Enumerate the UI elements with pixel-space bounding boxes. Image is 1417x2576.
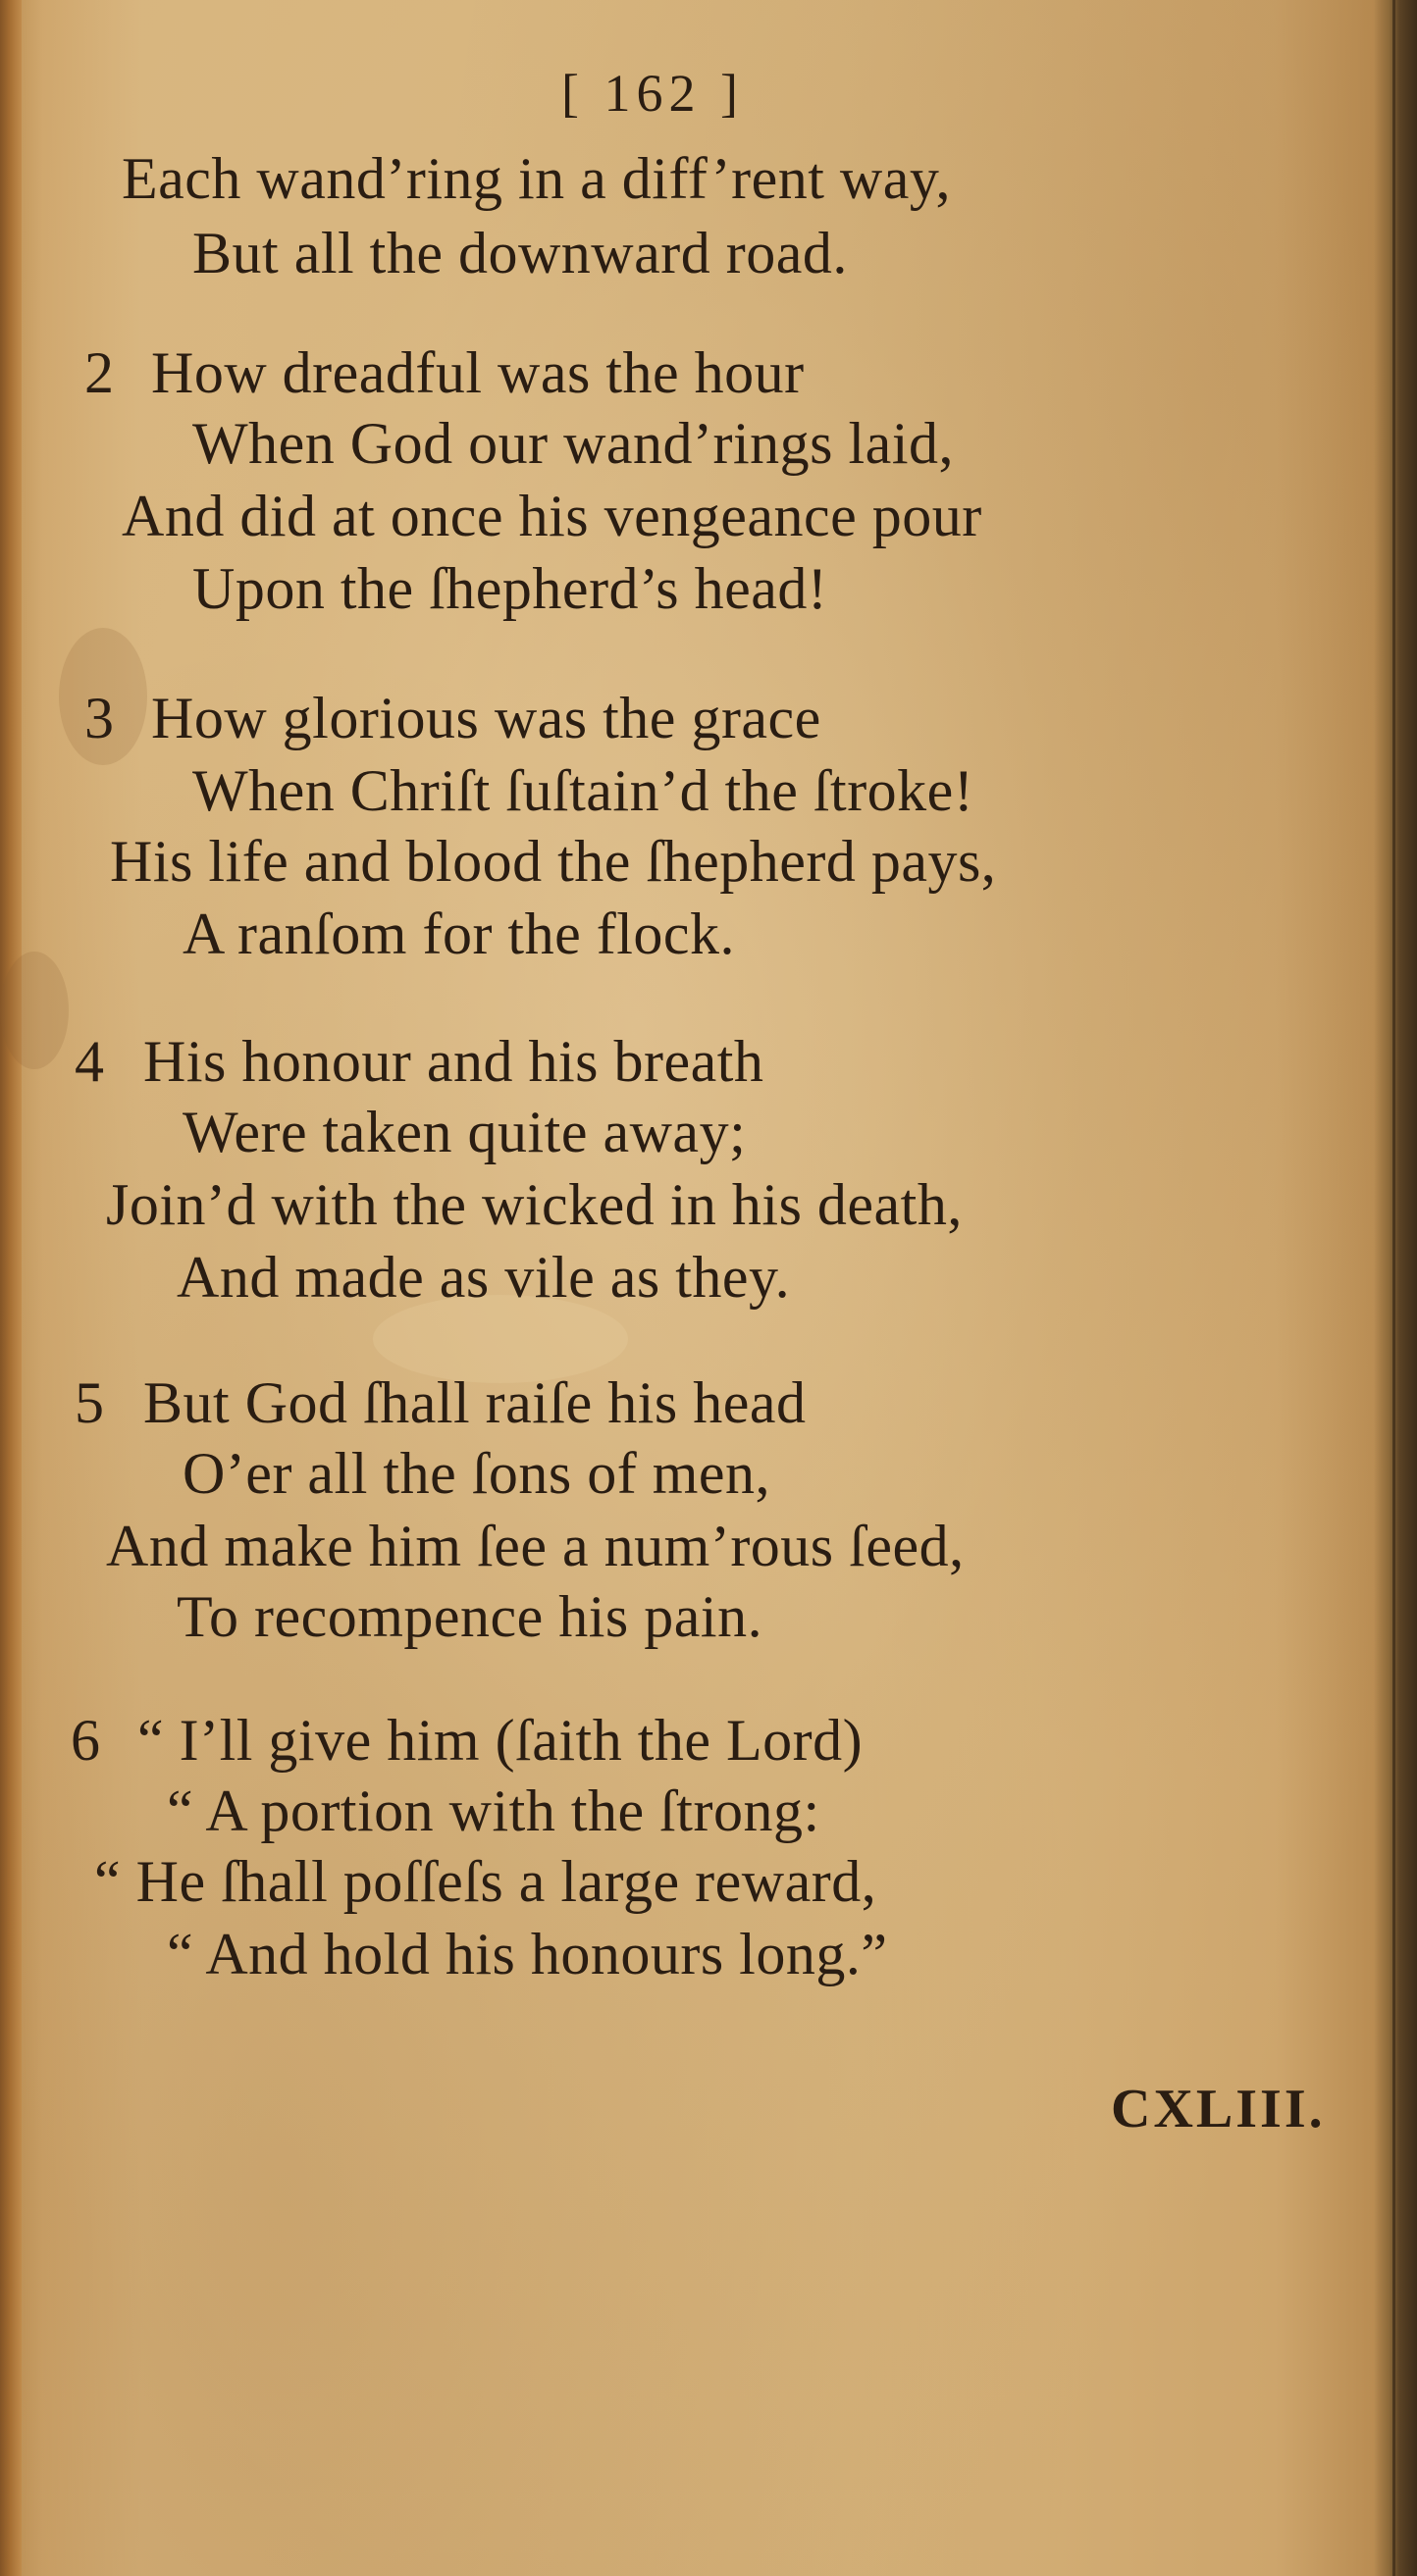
verse-line: To recompence his pain.: [177, 1584, 763, 1649]
verse-line: A ranſom for the flock.: [183, 902, 736, 966]
verse-line: “ I’ll give him (ſaith the Lord): [137, 1708, 864, 1773]
page-number-header: [ 162 ]: [561, 64, 744, 123]
verse-line: “ And hold his honours long.”: [167, 1922, 888, 1986]
verse-line: Each wand’ring in a diff’rent way,: [122, 146, 951, 211]
verse-line: Join’d with the wicked in his death,: [106, 1172, 963, 1237]
verse-line: His life and blood the ſhepherd pays,: [110, 829, 997, 894]
verse-line: Were taken quite away;: [183, 1100, 747, 1164]
verse-line: Upon the ſhepherd’s head!: [192, 556, 828, 621]
verse-line: His honour and his breath: [143, 1029, 764, 1094]
catchword: CXLIII.: [1111, 2079, 1326, 2139]
verse-line: How glorious was the grace: [151, 686, 821, 750]
verse-number: 6: [71, 1708, 100, 1773]
verse-line: How dreadful was the hour: [151, 340, 805, 405]
verse-line: But God ſhall raiſe his head: [143, 1370, 807, 1435]
verse-number: 4: [75, 1029, 104, 1094]
page-edge-line: [1392, 0, 1395, 2576]
verse-line: When Chriſt ſuſtain’d the ſtroke!: [192, 758, 974, 823]
verse-line: And make him ſee a num’rous ſeed,: [106, 1514, 965, 1578]
paper-stain: [0, 952, 69, 1069]
page-edge: [1374, 0, 1417, 2576]
verse-number: 3: [84, 686, 114, 750]
verse-line: O’er all the ſons of men,: [183, 1441, 770, 1506]
verse-line: “ He ſhall poſſeſs a large reward,: [94, 1849, 877, 1914]
verse-line: And made as vile as they.: [177, 1245, 791, 1310]
page-gutter: [0, 0, 22, 2576]
verse-line: And did at once his vengeance pour: [122, 484, 982, 548]
verse-line: When God our wand’rings laid,: [192, 411, 954, 476]
verse-line: But all the downward road.: [192, 221, 848, 285]
verse-number: 5: [75, 1370, 104, 1435]
verse-number: 2: [84, 340, 114, 405]
verse-line: “ A portion with the ſtrong:: [167, 1778, 820, 1843]
